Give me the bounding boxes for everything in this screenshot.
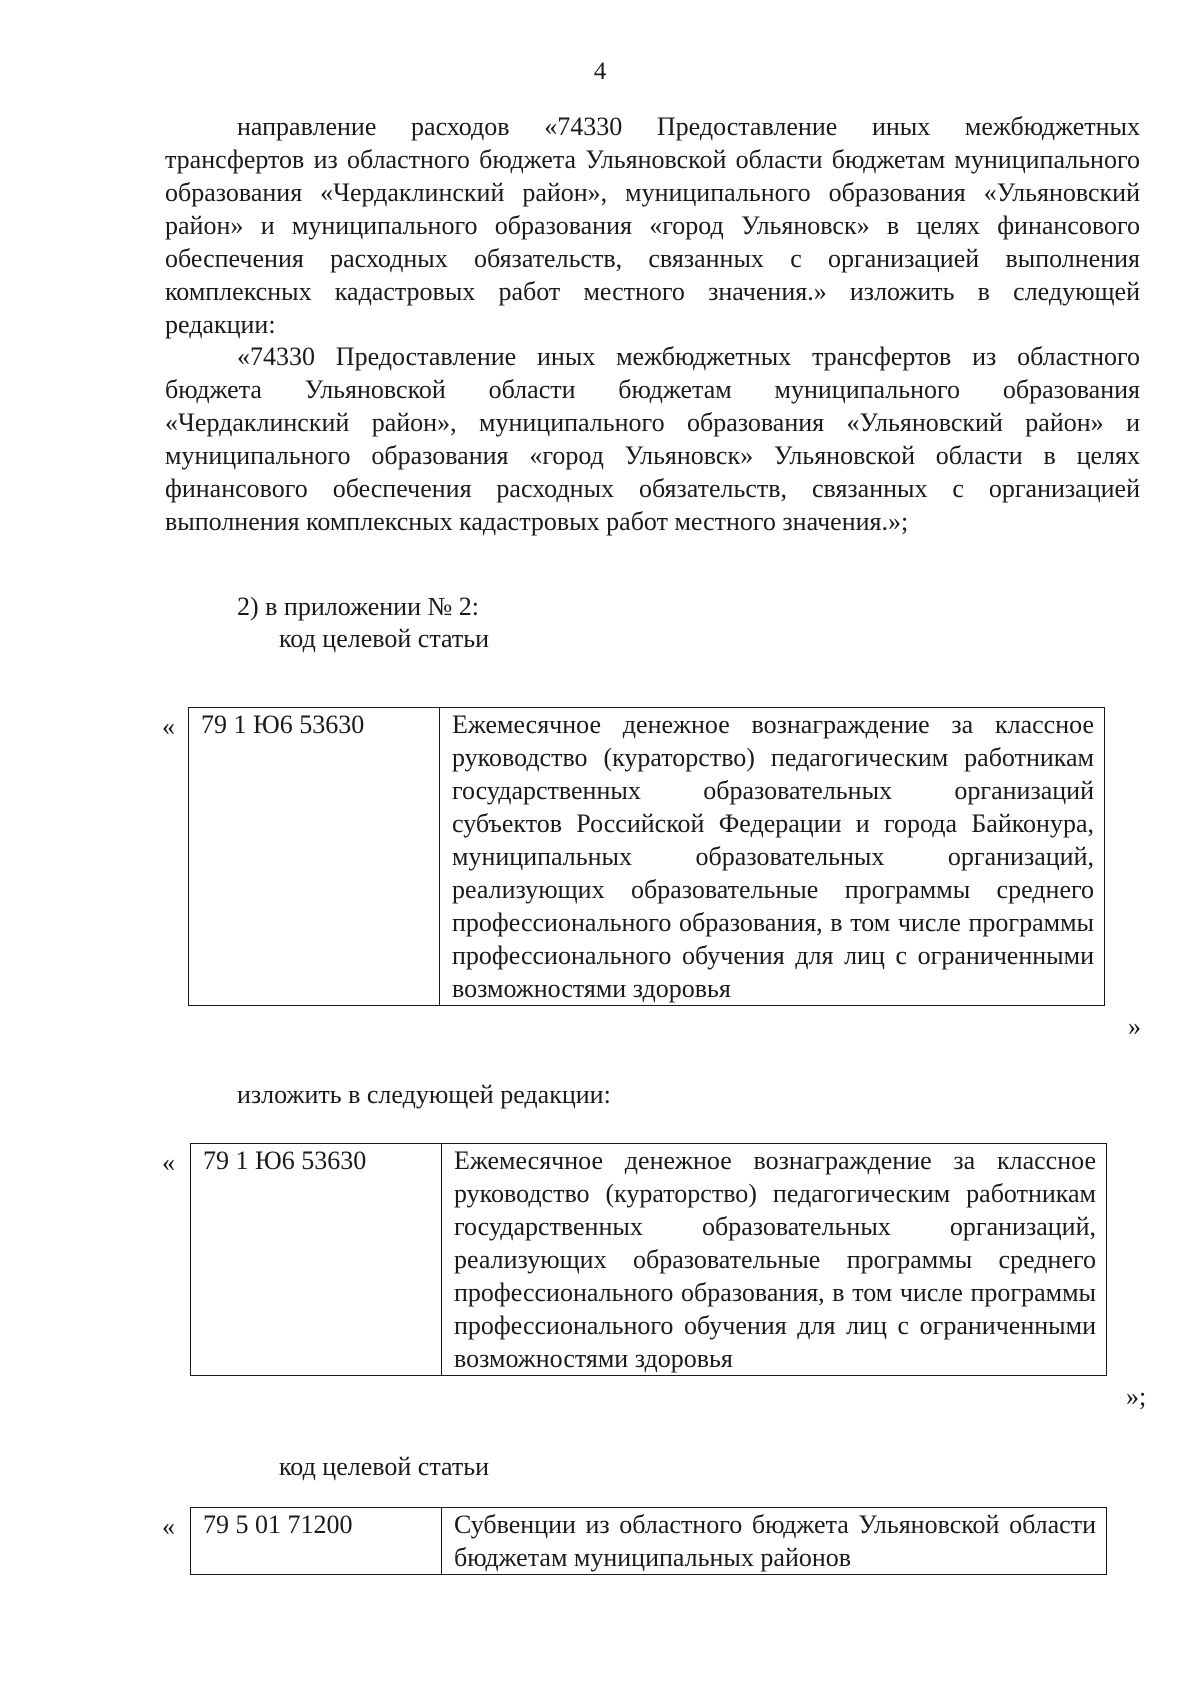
target-description-cell: Субвенции из областного бюджета Ульяновской области бюджетам муниципальных районов bbox=[442, 1508, 1107, 1575]
target-code-cell: 79 1 Ю6 53630 bbox=[191, 1144, 442, 1376]
replace-phrase: изложить в следующей редакции: bbox=[237, 1080, 611, 1109]
target-code-table-new bbox=[190, 1143, 1107, 1376]
target-code-cell: 79 1 Ю6 53630 bbox=[189, 708, 440, 1006]
target-description-cell: Ежемесячное денежное вознаграждение за классное руководство (кураторство) педагогическим работникам государственных образовательных организаций, реализующих образовательные программы среднего профессионального образования, в том числе программы профессионального обучения для лиц с ограниченными возможностями здоровья bbox=[442, 1144, 1107, 1376]
close-quote: » bbox=[1128, 1012, 1141, 1041]
open-quote: « bbox=[162, 1148, 175, 1177]
intro-paragraph: направление расходов «74330 Предоставление иных межбюджетных трансфертов из областного бюджета Ульяновской области бюджетам муниципального образования «Чердаклинский район», муниципального образования «Ульяновский район» и муниципального образования «город Ульяновск» в целях финансового обеспечения расходных обязательств, связанных с организацией выполнения комплексных кадастровых работ местного значения.» изложить в следующей редакции: bbox=[165, 112, 1140, 339]
section3-heading: код целевой статьи bbox=[279, 1452, 489, 1481]
new-wording-paragraph: «74330 Предоставление иных межбюджетных трансфертов из областного бюджета Ульяновской области бюджетам муниципального образования «Чердаклинский район», муниципального образования «Ульяновский район» и муниципального образования «город Ульяновск» Ульяновской области в целях финансового обеспечения расходных обязательств, связанных с организацией выполнения комплексных кадастровых работ местного значения.»; bbox=[165, 342, 1140, 536]
open-quote: « bbox=[162, 712, 175, 741]
item2-subheading: код целевой статьи bbox=[279, 624, 489, 653]
target-code-cell: 79 5 01 71200 bbox=[191, 1508, 442, 1575]
open-quote: « bbox=[162, 1512, 175, 1541]
table-row bbox=[189, 708, 1105, 1006]
target-description-cell: Ежемесячное денежное вознаграждение за классное руководство (кураторство) педагогическим работникам государственных образовательных организаций субъектов Российской Федерации и города Байконура, муниципальных образовательных организаций, реализующих образовательные программы среднего профессионального образования, в том числе программы профессионального обучения для лиц с ограниченными возможностями здоровья bbox=[440, 708, 1105, 1006]
table-row bbox=[191, 1144, 1107, 1376]
table-row bbox=[191, 1508, 1107, 1575]
target-code-table-next bbox=[190, 1507, 1107, 1575]
page-number: 4 bbox=[593, 58, 607, 85]
target-code-table-old bbox=[188, 707, 1105, 1006]
close-quote: »; bbox=[1126, 1382, 1147, 1411]
item2-heading: 2) в приложении № 2: bbox=[237, 592, 480, 621]
